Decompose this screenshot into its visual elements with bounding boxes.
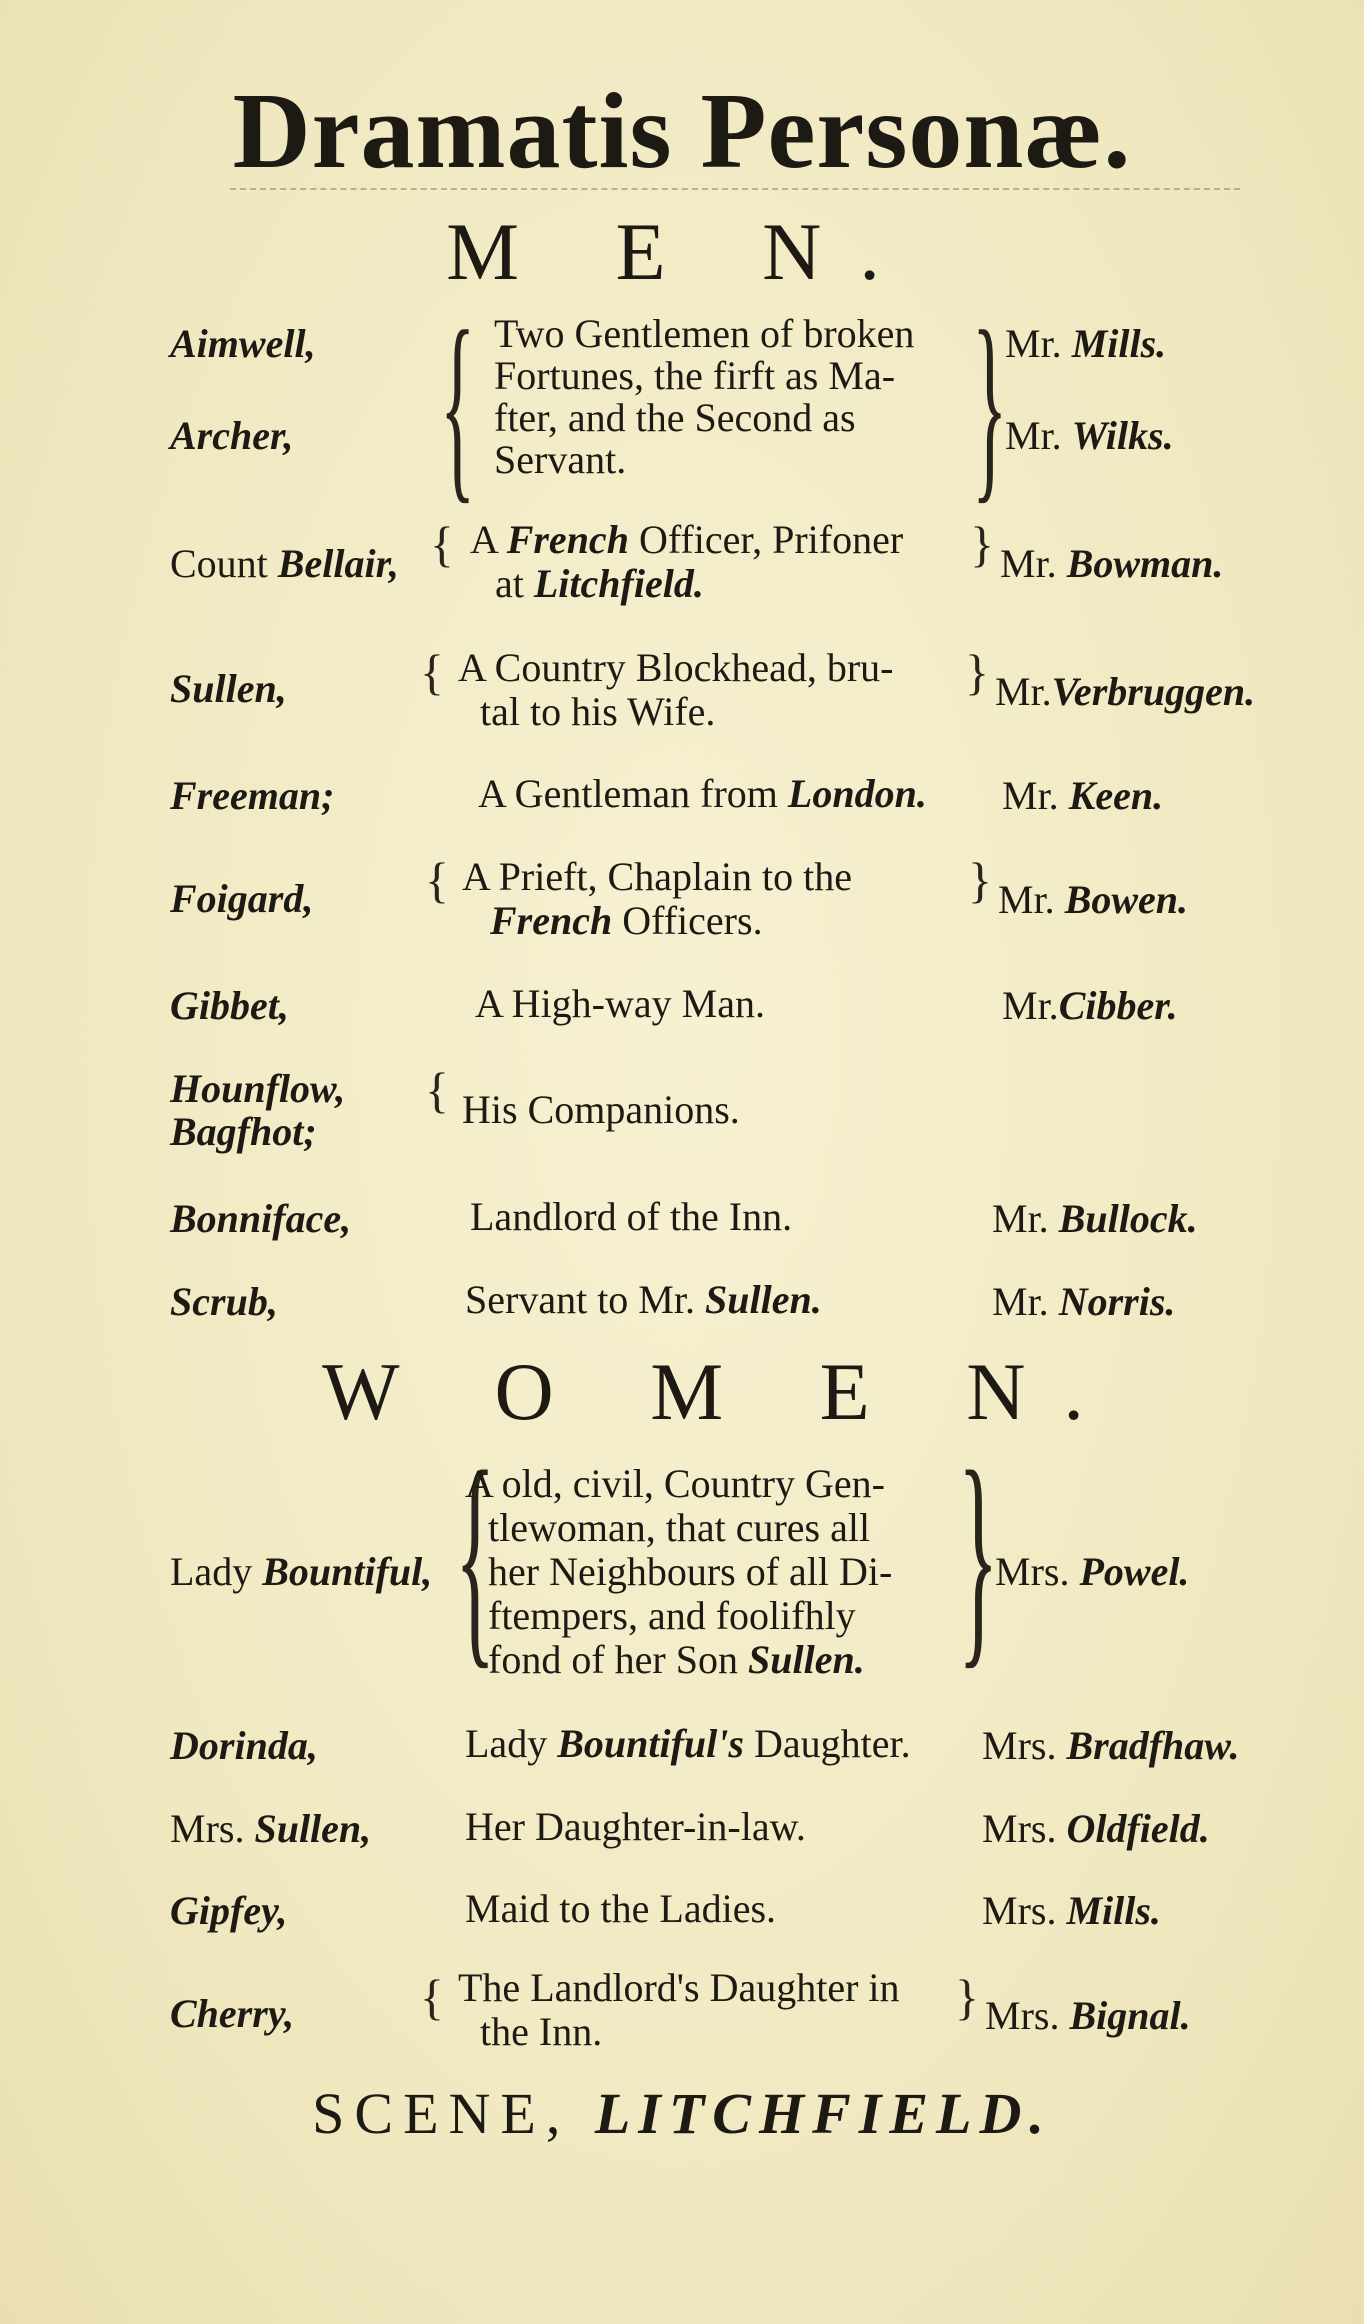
men-heading: M E N. [446,206,918,297]
actor-gipsey: Mrs. Mills. [982,1888,1161,1933]
right-brace: } [955,1969,979,2025]
bonniface-desc: Landlord of the Inn. [470,1194,793,1239]
character-gibbet: Gibbet, [170,983,289,1028]
mrs-sullen-desc: Her Daughter-in-law. [465,1804,806,1849]
character-bonniface: Bonniface, [170,1196,352,1241]
actor-bountiful: Mrs. Powel. [995,1549,1190,1594]
dorinda-desc: Lady Bountiful's Daughter. [465,1721,911,1766]
actor-gibbet: Mr.Cibber. [1002,983,1178,1028]
cherry-desc-2: the Inn. [480,2009,603,2054]
left-brace: { [430,516,454,572]
bellair-desc-1: A French Officer, Prifoner [470,517,904,562]
actor-foigard: Mr. Bowen. [998,877,1189,922]
right-brace: } [968,852,992,908]
character-freeman: Freeman; [170,773,335,818]
character-sullen: Sullen, [170,666,287,711]
foigard-desc-1: A Prieft, Chaplain to the [462,854,852,899]
character-cherry: Cherry, [170,1991,295,2036]
character-scrub: Scrub, [170,1279,278,1324]
aimwell-archer-desc-1: Two Gentlemen of broken [494,311,915,356]
bountiful-desc-1: A old, civil, Country Gen- [465,1461,885,1506]
actor-scrub: Mr. Norris. [992,1279,1176,1324]
character-gipsey: Gipfey, [170,1888,288,1933]
bountiful-desc-4: ftempers, and foolifhly [488,1593,856,1638]
left-brace: { [440,289,476,521]
scrub-desc: Servant to Mr. Sullen. [465,1277,822,1322]
right-brace: } [970,516,994,572]
sullen-desc-1: A Country Blockhead, bru- [458,645,894,690]
left-brace: { [425,1062,449,1118]
actor-bonniface: Mr. Bullock. [992,1196,1198,1241]
actor-sullen: Mr.Verbruggen. [995,669,1256,714]
women-heading: W O M E N. [322,1346,1122,1437]
scene-line: SCENE, LITCHFIELD. [312,2081,1052,2146]
gibbet-desc: A High-way Man. [475,981,765,1026]
actor-mrs-sullen: Mrs. Oldfield. [982,1806,1210,1851]
character-bagshot: Bagfhot; [170,1109,317,1154]
actor-freeman: Mr. Keen. [1002,773,1164,818]
bountiful-desc-2: tlewoman, that cures all [488,1505,871,1550]
aimwell-archer-desc-3: fter, and the Second as [494,395,856,440]
freeman-desc: A Gentleman from London. [478,771,927,816]
foigard-desc-2: French Officers. [490,898,763,943]
aimwell-archer-desc-4: Servant. [494,437,627,482]
title-divider [230,188,1240,190]
actor-archer: Mr. Wilks. [1005,413,1174,458]
actor-bellair: Mr. Bowman. [1000,541,1224,586]
gipsey-desc: Maid to the Ladies. [465,1886,777,1931]
cherry-desc-1: The Landlord's Daughter in [458,1965,900,2010]
page-title: Dramatis Personæ. [232,72,1132,191]
actor-dorinda: Mrs. Bradfhaw. [982,1723,1240,1768]
left-brace: { [420,644,444,700]
right-brace: } [972,289,1008,521]
character-foigard: Foigard, [170,876,314,921]
right-brace: } [958,1422,999,1688]
left-brace: { [420,1969,444,2025]
bountiful-desc-5: fond of her Son Sullen. [488,1637,865,1682]
left-brace: { [455,1422,496,1688]
character-bellair: Count Bellair, [170,541,399,586]
character-dorinda: Dorinda, [170,1723,318,1768]
actor-cherry: Mrs. Bignal. [985,1993,1191,2038]
left-brace: { [425,852,449,908]
character-hounslow: Hounflow, [170,1066,346,1111]
actor-aimwell: Mr. Mills. [1005,321,1167,366]
sullen-desc-2: tal to his Wife. [480,689,716,734]
companions-desc: His Companions. [462,1087,740,1132]
character-mrs-sullen: Mrs. Sullen, [170,1806,372,1851]
character-archer: Archer, [170,413,294,458]
character-aimwell: Aimwell, [170,321,316,366]
right-brace: } [965,644,989,700]
aimwell-archer-desc-2: Fortunes, the firft as Ma- [494,353,896,398]
bountiful-desc-3: her Neighbours of all Di- [488,1549,893,1594]
character-lady-bountiful: Lady Bountiful, [170,1549,433,1594]
bellair-desc-2: at Litchfield. [495,561,704,606]
